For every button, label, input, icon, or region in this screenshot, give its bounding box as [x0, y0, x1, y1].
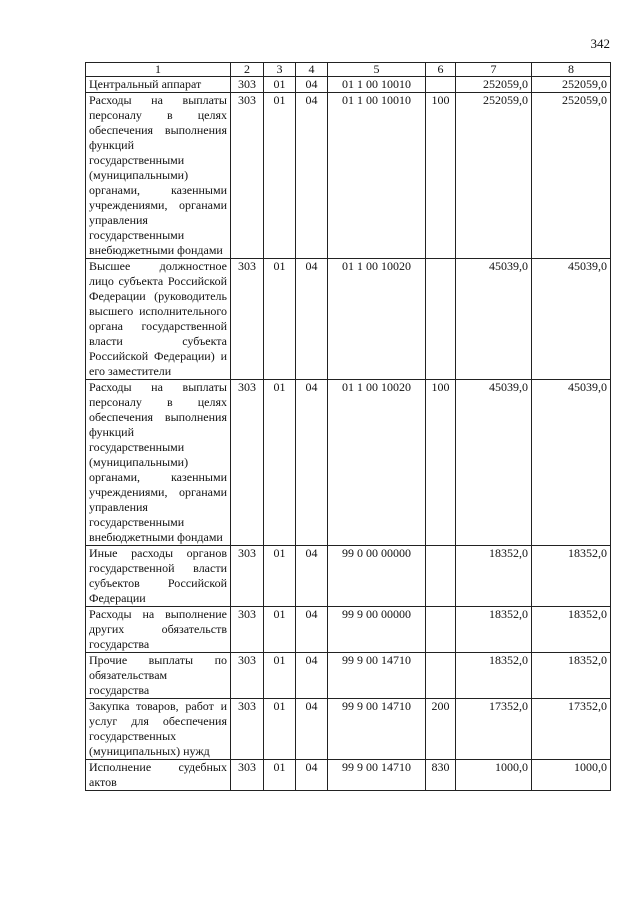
table-row	[86, 653, 611, 699]
expense-type-code	[426, 546, 456, 607]
amount-col8: 18352,0	[532, 607, 611, 653]
amount-col8: 18352,0	[532, 546, 611, 607]
subsection-code: 04	[296, 607, 328, 653]
amount-col7: 17352,0	[456, 699, 532, 760]
subsection-code: 04	[296, 546, 328, 607]
expense-type-code: 100	[426, 380, 456, 546]
section-code: 01	[264, 77, 296, 93]
expense-type-code: 830	[426, 760, 456, 791]
ministry-code: 303	[231, 653, 264, 699]
row-name: Высшее должностное лицо субъекта Российской Федерации (руководитель высшего исполнительного органа государственной власти субъекта Российской Федерации) и его заместители	[86, 259, 231, 380]
table-row	[86, 760, 611, 791]
section-code: 01	[264, 653, 296, 699]
page-number: 342	[590, 36, 610, 51]
row-name: Иные расходы органов государственной власти субъектов Российской Федерации	[86, 546, 231, 607]
column-header: 8	[532, 63, 611, 77]
target-article-code: 99 9 00 14710	[328, 653, 426, 699]
target-article-code: 99 9 00 00000	[328, 607, 426, 653]
column-header: 7	[456, 63, 532, 77]
header-row	[86, 63, 611, 77]
amount-col7: 1000,0	[456, 760, 532, 791]
table-row	[86, 77, 611, 93]
budget-table	[85, 62, 611, 791]
target-article-code: 01 1 00 10010	[328, 77, 426, 93]
subsection-code: 04	[296, 653, 328, 699]
amount-col8: 252059,0	[532, 93, 611, 259]
column-header: 2	[231, 63, 264, 77]
expense-type-code	[426, 77, 456, 93]
column-header: 6	[426, 63, 456, 77]
target-article-code: 01 1 00 10020	[328, 380, 426, 546]
target-article-code: 99 9 00 14710	[328, 760, 426, 791]
amount-col7: 252059,0	[456, 77, 532, 93]
row-name: Расходы на выплаты персоналу в целях обеспечения выполнения функций государственными (муниципальными) органами, казенными учреждениями, органами управления государственными внебюджетными фондами	[86, 93, 231, 259]
expense-type-code: 200	[426, 699, 456, 760]
table-row	[86, 699, 611, 760]
table-row	[86, 93, 611, 259]
subsection-code: 04	[296, 699, 328, 760]
target-article-code: 01 1 00 10020	[328, 259, 426, 380]
amount-col7: 18352,0	[456, 546, 532, 607]
ministry-code: 303	[231, 607, 264, 653]
ministry-code: 303	[231, 259, 264, 380]
target-article-code: 99 9 00 14710	[328, 699, 426, 760]
expense-type-code: 100	[426, 93, 456, 259]
row-name: Закупка товаров, работ и услуг для обеспечения государственных (муниципальных) нужд	[86, 699, 231, 760]
section-code: 01	[264, 380, 296, 546]
row-name: Расходы на выплаты персоналу в целях обеспечения выполнения функций государственными (муниципальными) органами, казенными учреждениями, органами управления государственными внебюджетными фондами	[86, 380, 231, 546]
expense-type-code	[426, 607, 456, 653]
amount-col7: 18352,0	[456, 607, 532, 653]
column-header: 4	[296, 63, 328, 77]
subsection-code: 04	[296, 77, 328, 93]
section-code: 01	[264, 760, 296, 791]
amount-col8: 1000,0	[532, 760, 611, 791]
table-row	[86, 546, 611, 607]
ministry-code: 303	[231, 760, 264, 791]
row-name: Прочие выплаты по обязательствам государства	[86, 653, 231, 699]
amount-col8: 17352,0	[532, 699, 611, 760]
table-row	[86, 607, 611, 653]
table-row	[86, 259, 611, 380]
section-code: 01	[264, 546, 296, 607]
column-header: 1	[86, 63, 231, 77]
table-row	[86, 380, 611, 546]
ministry-code: 303	[231, 699, 264, 760]
ministry-code: 303	[231, 93, 264, 259]
ministry-code: 303	[231, 77, 264, 93]
row-name: Расходы на выполнение других обязательств государства	[86, 607, 231, 653]
target-article-code: 01 1 00 10010	[328, 93, 426, 259]
row-name: Центральный аппарат	[86, 77, 231, 93]
expense-type-code	[426, 259, 456, 380]
subsection-code: 04	[296, 93, 328, 259]
section-code: 01	[264, 607, 296, 653]
amount-col7: 18352,0	[456, 653, 532, 699]
target-article-code: 99 0 00 00000	[328, 546, 426, 607]
subsection-code: 04	[296, 259, 328, 380]
amount-col7: 252059,0	[456, 93, 532, 259]
expense-type-code	[426, 653, 456, 699]
column-header: 5	[328, 63, 426, 77]
column-header: 3	[264, 63, 296, 77]
section-code: 01	[264, 93, 296, 259]
subsection-code: 04	[296, 380, 328, 546]
amount-col8: 252059,0	[532, 77, 611, 93]
amount-col7: 45039,0	[456, 259, 532, 380]
amount-col8: 45039,0	[532, 259, 611, 380]
ministry-code: 303	[231, 380, 264, 546]
amount-col7: 45039,0	[456, 380, 532, 546]
section-code: 01	[264, 699, 296, 760]
ministry-code: 303	[231, 546, 264, 607]
amount-col8: 45039,0	[532, 380, 611, 546]
amount-col8: 18352,0	[532, 653, 611, 699]
section-code: 01	[264, 259, 296, 380]
subsection-code: 04	[296, 760, 328, 791]
row-name: Исполнение судебных актов	[86, 760, 231, 791]
